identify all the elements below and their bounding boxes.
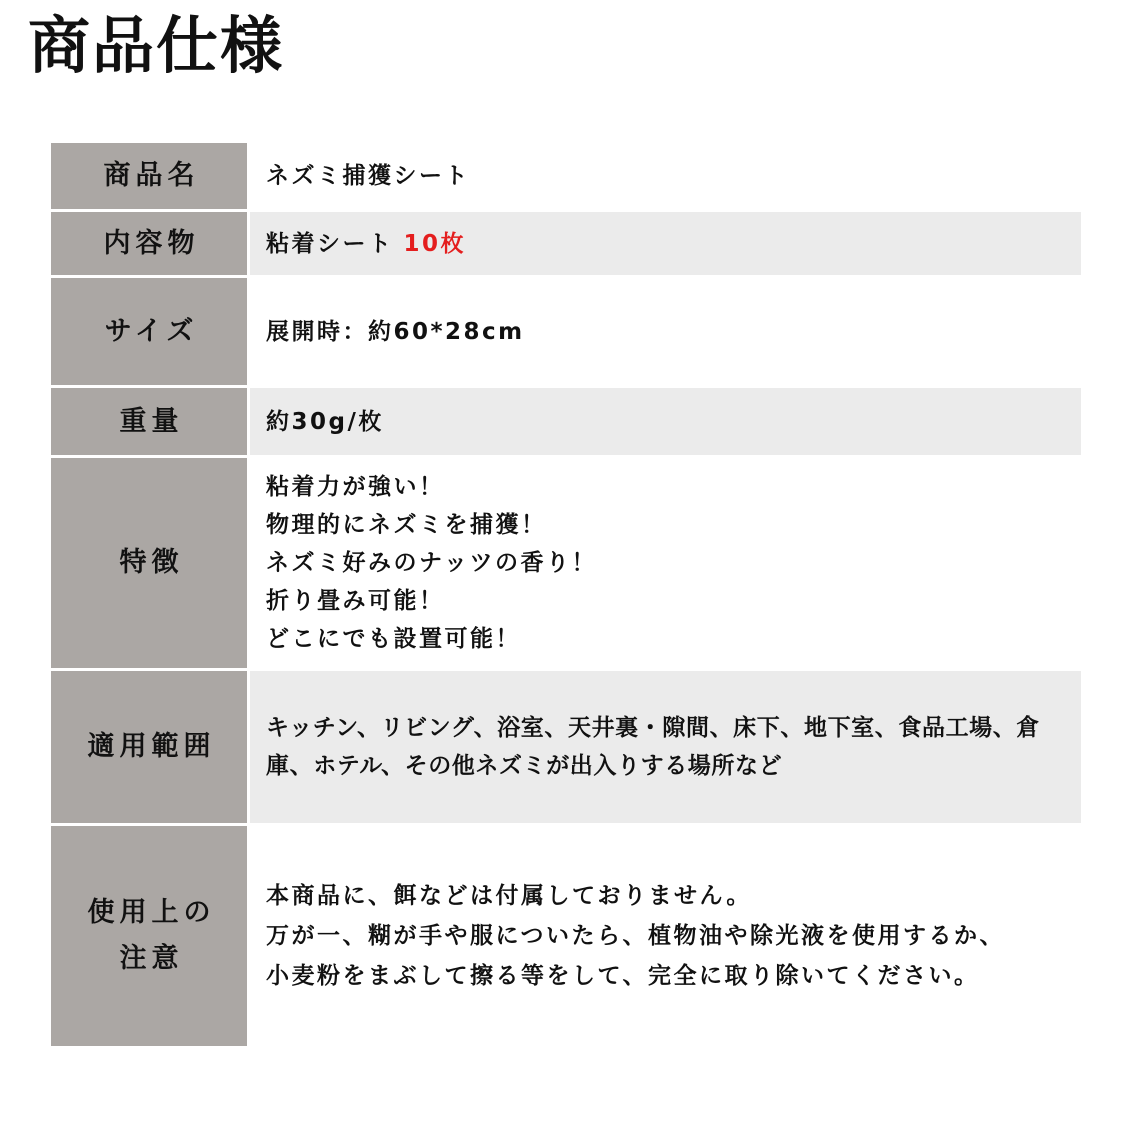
spec-row-weight bbox=[51, 388, 1081, 455]
size-label: サイズ bbox=[104, 315, 199, 347]
applicable-areas-label-cell bbox=[51, 671, 247, 823]
size-value-cell bbox=[250, 278, 1081, 385]
features-list bbox=[266, 468, 597, 658]
product-name-label-cell bbox=[51, 143, 247, 209]
contents-quantity: 10枚 bbox=[403, 230, 467, 257]
usage-cautions-value-cell bbox=[250, 826, 1081, 1046]
product-name-value-cell bbox=[250, 143, 1081, 209]
features-label: 特徴 bbox=[119, 547, 184, 578]
caution-line: 万が一、糊が手や服についたら、植物油や除光液を使用するか、 bbox=[266, 923, 1006, 949]
contents-label: 内容物 bbox=[103, 227, 200, 259]
feature-item: 折り畳み可能！ bbox=[266, 588, 445, 614]
spec-row-usage-cautions bbox=[51, 826, 1081, 1046]
spec-table bbox=[51, 143, 1081, 1046]
spec-row-size bbox=[51, 278, 1081, 385]
weight-value: 約30g/枚 bbox=[266, 408, 384, 435]
size-value: 展開時：約60*28cm bbox=[266, 318, 525, 345]
usage-cautions-text bbox=[266, 876, 1005, 996]
usage-cautions-label: 使用上の注意 bbox=[87, 897, 216, 974]
size-label-cell bbox=[51, 278, 247, 385]
spec-row-product-name bbox=[51, 143, 1081, 209]
product-name-value: ネズミ捕獲シート bbox=[266, 163, 470, 189]
applicable-areas-label: 適用範囲 bbox=[87, 731, 216, 762]
feature-item: ネズミ好みのナッツの香り！ bbox=[266, 550, 598, 576]
weight-label: 重量 bbox=[119, 405, 184, 437]
page-title: 商品仕様 bbox=[28, 9, 285, 82]
features-value-cell bbox=[250, 458, 1081, 668]
contents-value bbox=[266, 225, 466, 263]
spec-row-features bbox=[51, 458, 1081, 668]
weight-value-cell bbox=[250, 388, 1081, 455]
contents-item: 粘着シート bbox=[266, 230, 394, 257]
contents-value-cell bbox=[250, 212, 1081, 275]
feature-item: 粘着力が強い！ bbox=[266, 474, 445, 500]
weight-label-cell bbox=[51, 388, 247, 455]
contents-label-cell bbox=[51, 212, 247, 275]
features-label-cell bbox=[51, 458, 247, 668]
caution-line: 小麦粉をまぶして擦る等をして、完全に取り除いてください。 bbox=[266, 963, 980, 989]
feature-item: 物理的にネズミを捕獲！ bbox=[266, 512, 547, 538]
feature-item: どこにでも設置可能！ bbox=[266, 626, 521, 652]
spec-row-contents bbox=[51, 212, 1081, 275]
applicable-areas-value: キッチン、リビング、浴室、天井裏・隙間、床下、地下室、食品工場、倉庫、ホテル、その他ネズミが出入りする場所など bbox=[266, 715, 1040, 779]
caution-line: 本商品に、餌などは付属しておりません。 bbox=[266, 883, 752, 909]
applicable-areas-value-cell bbox=[250, 671, 1081, 823]
product-name-label: 商品名 bbox=[103, 160, 200, 191]
spec-row-applicable-areas bbox=[51, 671, 1081, 823]
usage-cautions-label-cell bbox=[51, 826, 247, 1046]
